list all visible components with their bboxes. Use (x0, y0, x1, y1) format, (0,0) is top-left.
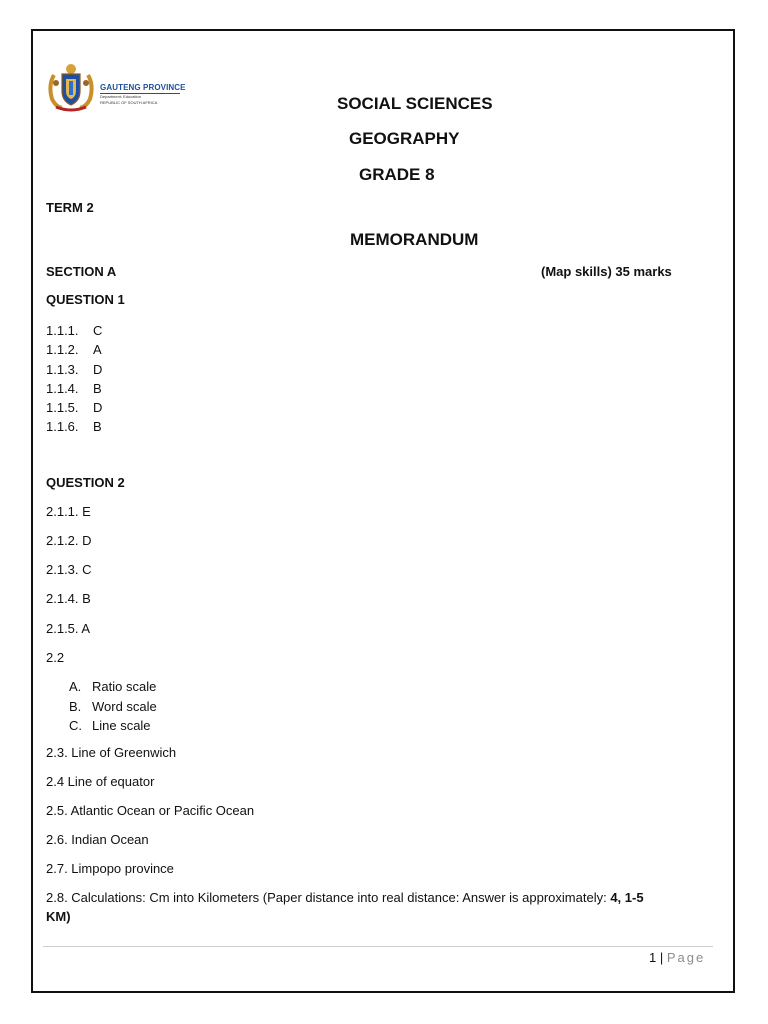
answer-value: D (93, 400, 103, 416)
grade-title: GRADE 8 (359, 165, 435, 184)
logo-department: Department: Education (100, 94, 141, 99)
document-page (31, 29, 735, 993)
answer-number: 1.1.2. (46, 342, 79, 358)
footer-divider (43, 946, 713, 947)
answer-2-7: 2.7. Limpopo province (46, 861, 174, 876)
answer-2-8-value: 4, 1-5 (610, 890, 644, 905)
answer-number: 1.1.6. (46, 419, 79, 435)
answer-2-2-label: 2.2 (46, 650, 65, 665)
logo-country: REPUBLIC OF SOUTH AFRICA (100, 100, 158, 105)
answer-value: B (93, 419, 102, 435)
question-2-label: QUESTION 2 (46, 475, 125, 490)
answer-2-4: 2.4 Line of equator (46, 774, 155, 789)
list-text: Line scale (92, 718, 151, 733)
answer-value: A (93, 342, 102, 358)
question-1-label: QUESTION 1 (46, 292, 125, 307)
answer-2-8-text: 2.8. Calculations: Cm into Kilometers (Paper distance into real distance: Answer is approximately: (46, 890, 611, 905)
list-item (69, 677, 157, 697)
list-letter: B. (69, 698, 82, 714)
answer-2-8 (46, 890, 644, 905)
page-word: Page (666, 950, 706, 965)
section-label: SECTION A (46, 264, 117, 279)
answer-row (46, 417, 102, 436)
answer-2-5: 2.5. Atlantic Ocean or Pacific Ocean (46, 803, 255, 818)
answer-row (46, 398, 102, 417)
list-letter: C. (69, 718, 82, 733)
list-item (69, 697, 157, 717)
answer-row (46, 340, 102, 359)
list-text: Ratio scale (92, 679, 157, 694)
answer-number: 1.1.5. (46, 400, 79, 416)
question-1-answers (46, 321, 102, 437)
answer-row (46, 379, 102, 398)
answer-value: B (93, 380, 102, 396)
discipline-title: GEOGRAPHY (349, 129, 460, 148)
page-number (649, 950, 705, 965)
answer-2-8-unit: KM) (46, 909, 71, 924)
answer-value: C (93, 323, 103, 338)
list-item (69, 716, 157, 736)
answer-value: D (93, 361, 103, 377)
list-letter: A. (69, 679, 82, 694)
scale-types-list (69, 677, 157, 736)
subject-title: SOCIAL SCIENCES (337, 94, 493, 113)
page-number-value: 1 (649, 950, 657, 965)
answer-row (46, 360, 102, 379)
logo-province-name: GAUTENG PROVINCE (100, 83, 186, 92)
list-text: Word scale (92, 698, 157, 714)
answer-number: 1.1.4. (46, 380, 79, 396)
gauteng-logo (46, 61, 186, 113)
answer-number: 1.1.3. (46, 361, 79, 377)
page-number-separator: | (659, 950, 664, 965)
answer-2-1-5: 2.1.5. A (46, 621, 91, 636)
answer-number: 1.1.1. (46, 323, 79, 338)
section-marks-note: (Map skills) 35 marks (541, 264, 672, 279)
term-label: TERM 2 (46, 200, 94, 215)
coat-of-arms-icon (46, 61, 96, 113)
answer-2-1-1: 2.1.1. E (46, 504, 91, 519)
answer-2-1-2: 2.1.2. D (46, 533, 92, 548)
answer-row (46, 321, 102, 340)
answer-2-1-4: 2.1.4. B (46, 591, 91, 606)
answer-2-3: 2.3. Line of Greenwich (46, 745, 177, 760)
answer-2-6: 2.6. Indian Ocean (46, 832, 149, 847)
memorandum-title: MEMORANDUM (350, 230, 479, 249)
answer-2-1-3: 2.1.3. C (46, 562, 92, 577)
